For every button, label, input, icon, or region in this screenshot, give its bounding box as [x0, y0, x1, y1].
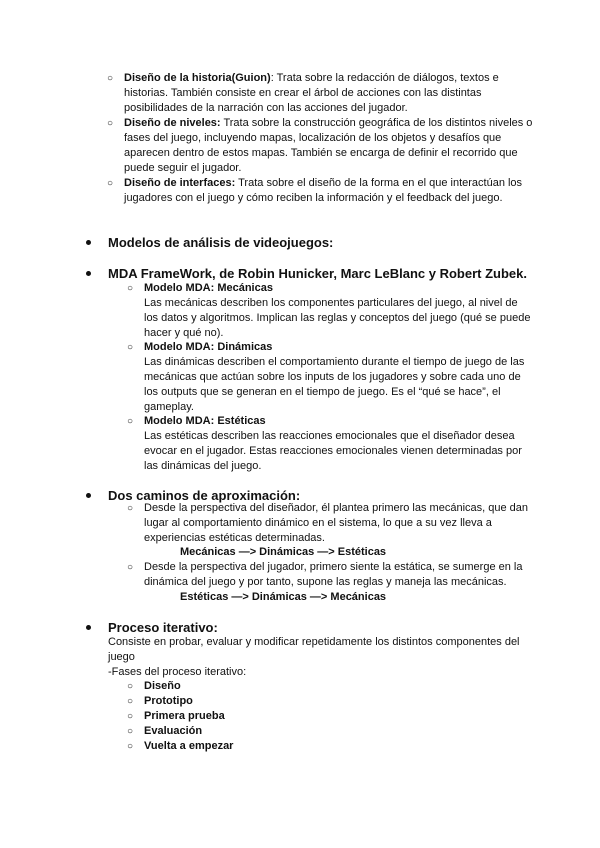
heading-process: Proceso iterativo:: [86, 620, 218, 636]
bullet-dot-icon: [86, 493, 91, 498]
item-title: Diseño de interfaces:: [124, 177, 236, 189]
phase-item: ○ Primera prueba: [127, 710, 225, 722]
phase-item: ○ Prototipo: [127, 695, 193, 707]
bullet-dot-icon: [86, 240, 91, 245]
bullet-dot-icon: [86, 271, 91, 276]
circle-bullet-icon: ○: [127, 562, 134, 573]
circle-bullet-icon: ○: [107, 118, 114, 129]
list-item-interface-design: [107, 176, 534, 206]
item-text: Desde la perspectiva del jugador, primero siente la estática, se sumerge en la dinámica del juego y por tanto, supone las reglas y maneja las mecánicas.: [144, 561, 523, 588]
item-text: Trata sobre el diseño de la forma en el que interactúan los jugadores con el juego y cómo reciben la información y el feedback del juego.: [124, 177, 523, 204]
item-text: Desde la perspectiva del diseñador, él plantea primero las mecánicas, que dan lugar al comportamiento dinámico en el sistema, lo que a su vez lleva a experiencias estéticas determinadas.: [144, 502, 529, 544]
item-text: Las mecánicas describen los componentes particulares del juego, al nivel de los datos y algoritmos. Implican las reglas y conceptos del juego (qué se puede hacer y qué no).: [144, 297, 531, 339]
circle-bullet-icon: ○: [107, 178, 114, 189]
item-title: Modelo MDA: Dinámicas: [144, 341, 273, 353]
item-title: Diseño de la historia(Guion): [124, 72, 271, 84]
phase-item: ○ Diseño: [127, 680, 181, 692]
flow-player: Estéticas —> Dinámicas —> Mecánicas: [180, 591, 387, 603]
circle-bullet-icon: ○: [127, 503, 134, 514]
phase-item: ○ Vuelta a empezar: [127, 740, 234, 752]
item-text: Las estéticas describen las reacciones emocionales que el diseñador desea evocar en el jugador. Estas reacciones emocionales vienen determinadas por las dinámicas del juego.: [144, 430, 522, 472]
list-item-level-design: [107, 116, 534, 176]
process-description: Consiste en probar, evaluar y modificar repetidamente los distintos componentes del juego: [108, 636, 520, 663]
circle-bullet-icon: ○: [127, 283, 134, 294]
path-item-designer: [127, 501, 534, 546]
circle-bullet-icon: ○: [127, 726, 134, 737]
heading-mda: MDA FrameWork, de Robin Hunicker, Marc LeBlanc y Robert Zubek.: [86, 266, 527, 282]
circle-bullet-icon: ○: [127, 711, 134, 722]
circle-bullet-icon: ○: [127, 741, 134, 752]
process-phases-label: -Fases del proceso iterativo:: [108, 666, 247, 678]
phase-item: ○ Evaluación: [127, 725, 203, 737]
heading-paths: Dos caminos de aproximación:: [86, 488, 300, 504]
path-item-player: [127, 560, 534, 590]
mda-item-dynamics: [127, 340, 534, 415]
flow-designer: Mecánicas —> Dinámicas —> Estéticas: [180, 546, 387, 558]
item-title: Diseño de niveles:: [124, 117, 221, 129]
circle-bullet-icon: ○: [127, 416, 134, 427]
mda-item-mechanics: [127, 281, 534, 341]
circle-bullet-icon: ○: [127, 681, 134, 692]
bullet-dot-icon: [86, 625, 91, 630]
list-item-story-design: [107, 71, 534, 116]
mda-item-aesthetics: [127, 414, 534, 474]
item-text: Trata sobre la construcción geográfica de los distintos niveles o fases del juego, incluyendo mapas, localización de los objetos y desafíos que aparecen dentro de estos mapas. También se encarga de definir el recorrido que puede seguir el jugador.: [124, 117, 533, 174]
circle-bullet-icon: ○: [127, 342, 134, 353]
circle-bullet-icon: ○: [127, 696, 134, 707]
heading-models: Modelos de análisis de videojuegos:: [86, 235, 333, 251]
circle-bullet-icon: ○: [107, 73, 114, 84]
item-text: Las dinámicas describen el comportamiento durante el tiempo de juego de las mecánicas que actúan sobre los inputs de los jugadores y sobre cada uno de los outputs que se generan en el tiempo de juego. Es el “qué se hace”, el gameplay.: [144, 356, 525, 413]
item-text: : Trata sobre la redacción de diálogos, textos e historias. También consiste en crear el árbol de acciones con las distintas posibilidades de la narración con las acciones del jugador.: [124, 72, 499, 114]
item-title: Modelo MDA: Estéticas: [144, 415, 266, 427]
item-title: Modelo MDA: Mecánicas: [144, 282, 273, 294]
